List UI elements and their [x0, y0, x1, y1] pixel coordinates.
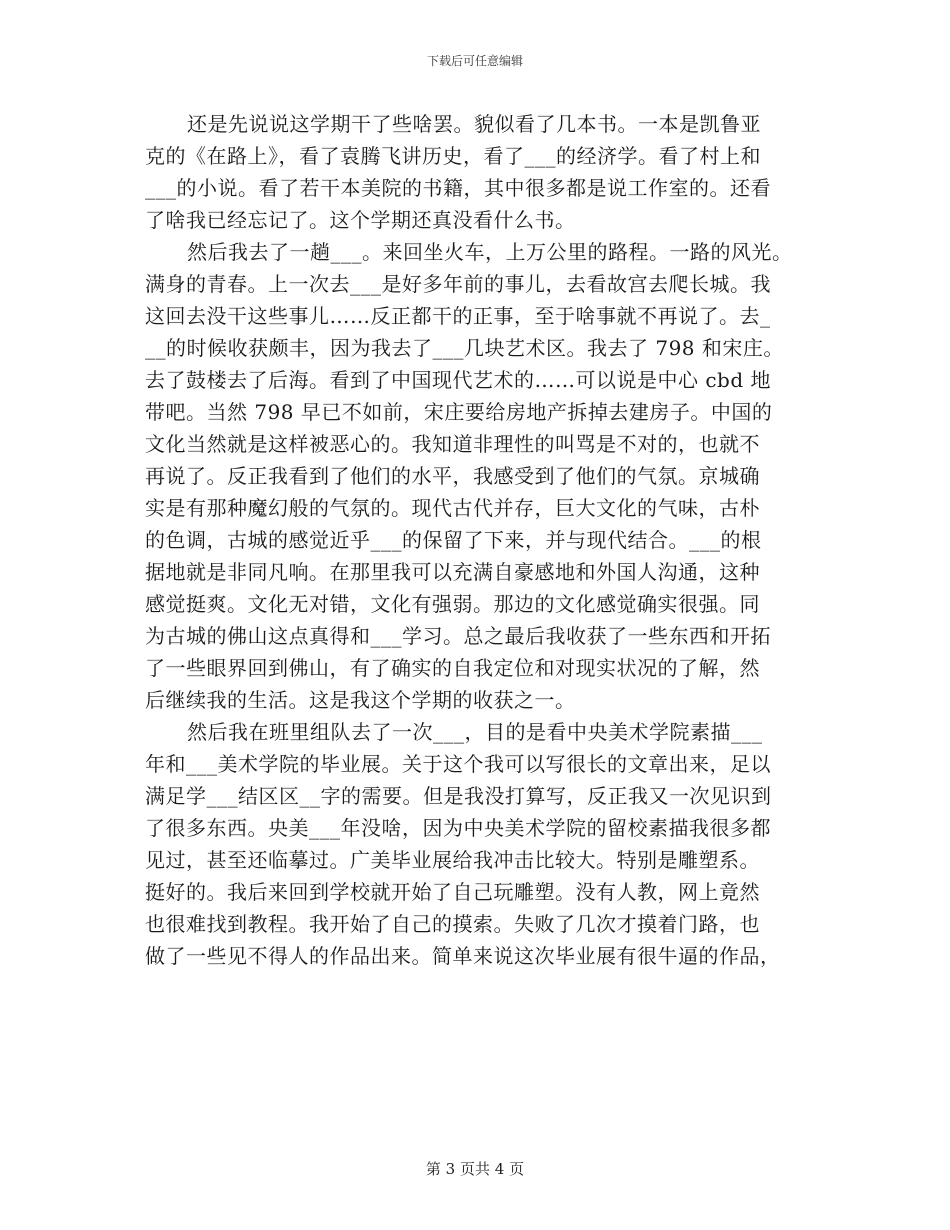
text-line: 见过，甚至还临摹过。广美毕业展给我冲击比较大。特别是雕塑系。	[145, 848, 760, 872]
text-line: 再说了。反正我看到了他们的水平，我感受到了他们的气氛。京城确	[145, 464, 760, 488]
text-line: 做了一些见不得人的作品出来。简单来说这次毕业展有很牛逼的作品，	[145, 944, 781, 968]
text-line: 了很多东西。央美___年没啥，因为中央美术学院的留校素描我很多都	[145, 816, 771, 840]
page-footer: 第 3 页共 4 页	[425, 1160, 525, 1178]
text-line: ___的小说。看了若干本美院的书籍，其中很多都是说工作室的。还看	[145, 176, 771, 200]
text-line: 然后我在班里组队去了一次___，目的是看中央美术学院素描___	[187, 720, 763, 744]
text-line: 满身的青春。上一次去___是好多年前的事儿，去看故宫去爬长城。我	[145, 272, 771, 296]
text-line: 的色调，古城的感觉近乎___的保留了下来，并与现代结合。___的根	[145, 528, 762, 552]
text-line: 然后我去了一趟___。来回坐火车，上万公里的路程。一路的风光。	[187, 240, 793, 264]
text-line: 去了鼓楼去了后海。看到了中国现代艺术的……可以说是中心 cbd 地	[145, 368, 772, 392]
text-line: 文化当然就是这样被恶心的。我知道非理性的叫骂是不对的，也就不	[145, 432, 760, 456]
text-line: 这回去没干这些事儿……反正都干的正事，至于啥事就不再说了。去_	[145, 304, 771, 328]
text-line: 了一些眼界回到佛山，有了确实的自我定位和对现实状况的了解，然	[145, 656, 760, 680]
text-line: 为古城的佛山这点真得和___学习。总之最后我收获了一些东西和开拓	[145, 624, 771, 648]
document-body	[145, 108, 807, 972]
page-header: 下载后可任意编辑	[426, 54, 523, 68]
text-line: 据地就是非同凡响。在那里我可以充满自豪感地和外国人沟通，这种	[145, 560, 760, 584]
text-line: 年和___美术学院的毕业展。关于这个我可以写很长的文章出来，足以	[145, 752, 771, 776]
text-line: 还是先说说这学期干了些啥罢。貌似看了几本书。一本是凯鲁亚	[187, 112, 761, 136]
text-line: 满足学___结区区__字的需要。但是我没打算写，反正我又一次见识到	[145, 784, 772, 808]
text-line: 实是有那种魔幻般的气氛的。现代古代并存，巨大文化的气味，古朴	[145, 496, 760, 520]
text-line: 克的《在路上》，看了袁腾飞讲历史，看了___的经济学。看了村上和	[145, 144, 761, 168]
text-line: 后继续我的生活。这是我这个学期的收获之一。	[145, 688, 576, 712]
text-line: 也很难找到教程。我开始了自己的摸索。失败了几次才摸着门路，也	[145, 912, 760, 936]
text-line: 了啥我已经忘记了。这个学期还真没看什么书。	[145, 208, 576, 232]
text-line: 感觉挺爽。文化无对错，文化有强弱。那边的文化感觉确实很强。同	[145, 592, 760, 616]
text-line: 带吧。当然 798 早已不如前，宋庄要给房地产拆掉去建房子。中国的	[145, 400, 773, 424]
text-line: 挺好的。我后来回到学校就开始了自己玩雕塑。没有人教，网上竟然	[145, 880, 760, 904]
text-line: __的时候收获颇丰，因为我去了___几块艺术区。我去了 798 和宋庄。	[145, 336, 784, 360]
